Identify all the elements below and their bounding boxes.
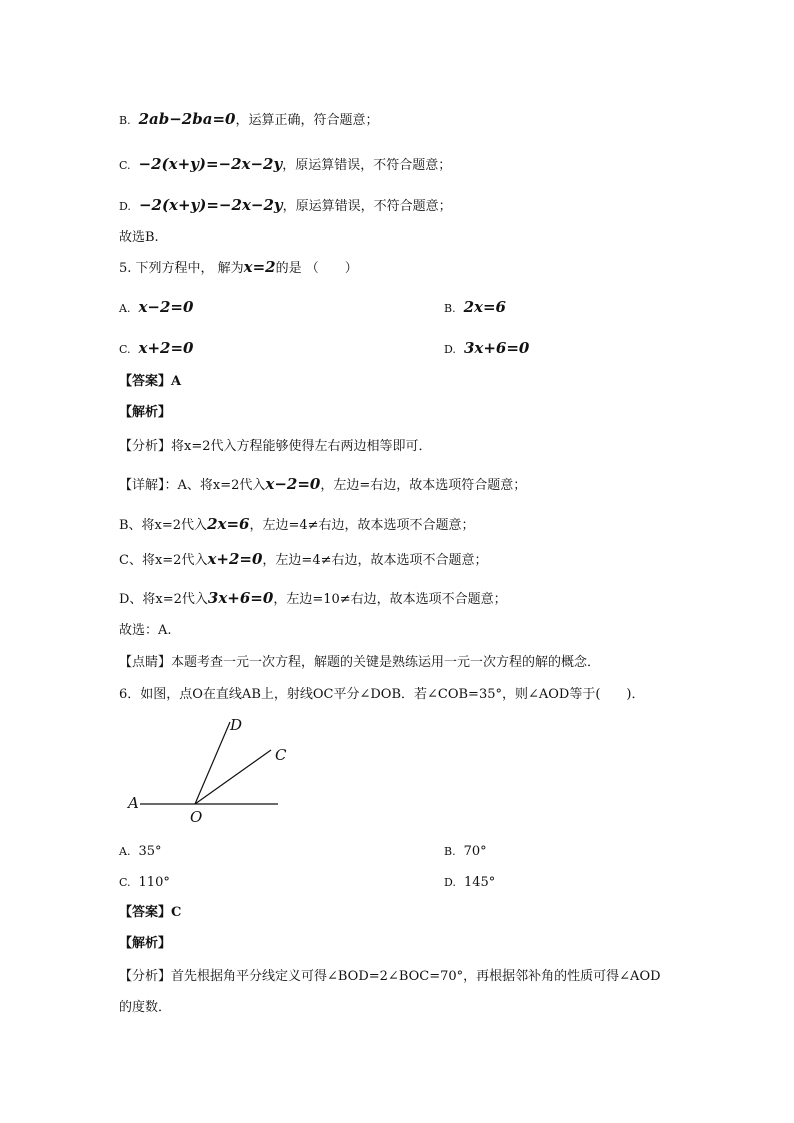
- q6-option-d: [444, 874, 495, 892]
- detail-text: C、将x=2代入: [119, 553, 208, 568]
- q4-choice: 故选B.: [119, 230, 159, 245]
- stem-text: 5. 下列方程中， 解为: [119, 261, 244, 276]
- option-text: 35°: [138, 844, 162, 859]
- q5-analysis-heading: 【解析】: [119, 405, 172, 420]
- option-label: D.: [119, 200, 131, 213]
- q5-detail-a: [119, 475, 526, 495]
- math-expression: x=2: [243, 258, 276, 276]
- math-expression: x−2=0: [138, 298, 194, 316]
- math-expression: 3x+6=0: [207, 589, 274, 607]
- detail-text: B、将x=2代入: [119, 518, 208, 533]
- math-expression: 2x=6: [463, 298, 506, 316]
- q5-choice: 故选：A.: [119, 623, 172, 638]
- math-expression: −2(x+y)=−2x−2y: [138, 155, 283, 173]
- option-label: A.: [119, 302, 131, 315]
- detail-text: D、将x=2代入: [119, 592, 208, 607]
- label-o: O: [190, 808, 203, 826]
- option-label: C.: [119, 159, 131, 172]
- q6-option-a: [119, 843, 162, 861]
- math-expression: 3x+6=0: [463, 339, 530, 357]
- q5-option-b: [444, 298, 506, 318]
- q5-stem: [119, 258, 358, 278]
- math-expression: x+2=0: [138, 339, 194, 357]
- q6-option-c: [119, 874, 170, 892]
- label-c: C: [275, 746, 287, 764]
- detail-text: ，左边=4≠右边，故本选项不合题意；: [262, 553, 488, 568]
- q6-analysis-heading: 【解析】: [119, 936, 172, 951]
- option-label: C.: [119, 343, 131, 356]
- q6-stem: 6．如图，点O在直线AB上，射线OC平分∠DOB．若∠COB=35°，则∠AOD等于( )．: [119, 687, 645, 702]
- detail-text: 【详解】：A、将x=2代入: [119, 478, 266, 493]
- q5-detail-d: [119, 589, 507, 609]
- option-label: B.: [444, 302, 456, 315]
- stem-text: 的是 （ ）: [275, 261, 358, 276]
- math-expression: 2ab−2ba=0: [138, 110, 236, 128]
- detail-text: ，左边=10≠右边，故本选项不合题意；: [273, 592, 507, 607]
- option-label: D.: [444, 343, 456, 356]
- q4-option-c: [119, 155, 451, 175]
- detail-text: ，左边=4≠右边，故本选项不合题意；: [249, 518, 475, 533]
- q5-option-d: [444, 339, 529, 359]
- option-text: ，运算正确，符合题意；: [235, 113, 379, 128]
- label-a: A: [128, 794, 139, 812]
- q6-analysis: 【分析】首先根据角平分线定义可得∠BOD=2∠BOC=70°，再根据邻补角的性质可得∠AOD: [119, 969, 661, 984]
- math-expression: 2x=6: [207, 515, 250, 533]
- q5-analysis: 【分析】将x=2代入方程能够使得左右两边相等即可．: [119, 439, 432, 454]
- option-label: A.: [119, 845, 131, 858]
- detail-text: ，左边=右边，故本选项符合题意；: [320, 478, 527, 493]
- option-text: 110°: [138, 875, 170, 890]
- option-label: D.: [444, 876, 456, 889]
- option-text: 145°: [463, 875, 496, 890]
- q6-option-b: [444, 843, 487, 861]
- option-label: C.: [119, 876, 131, 889]
- q5-detail-c: [119, 550, 487, 570]
- label-d: D: [230, 716, 243, 734]
- q6-analysis-continued: 的度数．: [119, 1000, 172, 1015]
- q5-answer: 【答案】A: [119, 374, 182, 389]
- option-text: 70°: [463, 844, 487, 859]
- q5-detail-b: [119, 515, 475, 535]
- q5-option-a: [119, 298, 193, 318]
- q4-option-d: [119, 196, 452, 216]
- math-expression: x−2=0: [265, 475, 321, 493]
- math-expression: −2(x+y)=−2x−2y: [138, 196, 283, 214]
- q6-answer: 【答案】C: [119, 905, 182, 920]
- option-text: ，原运算错误，不符合题意；: [282, 199, 452, 214]
- option-label: B.: [444, 845, 456, 858]
- math-expression: x+2=0: [207, 550, 263, 568]
- q5-option-c: [119, 339, 194, 359]
- angle-figure: [120, 712, 290, 827]
- q4-option-b: [119, 110, 378, 130]
- option-label: B.: [119, 114, 131, 127]
- option-text: ，原运算错误，不符合题意；: [282, 158, 452, 173]
- q5-comment: 【点睛】本题考查一元一次方程，解题的关键是熟练运用一元一次方程的解的概念．: [119, 655, 601, 670]
